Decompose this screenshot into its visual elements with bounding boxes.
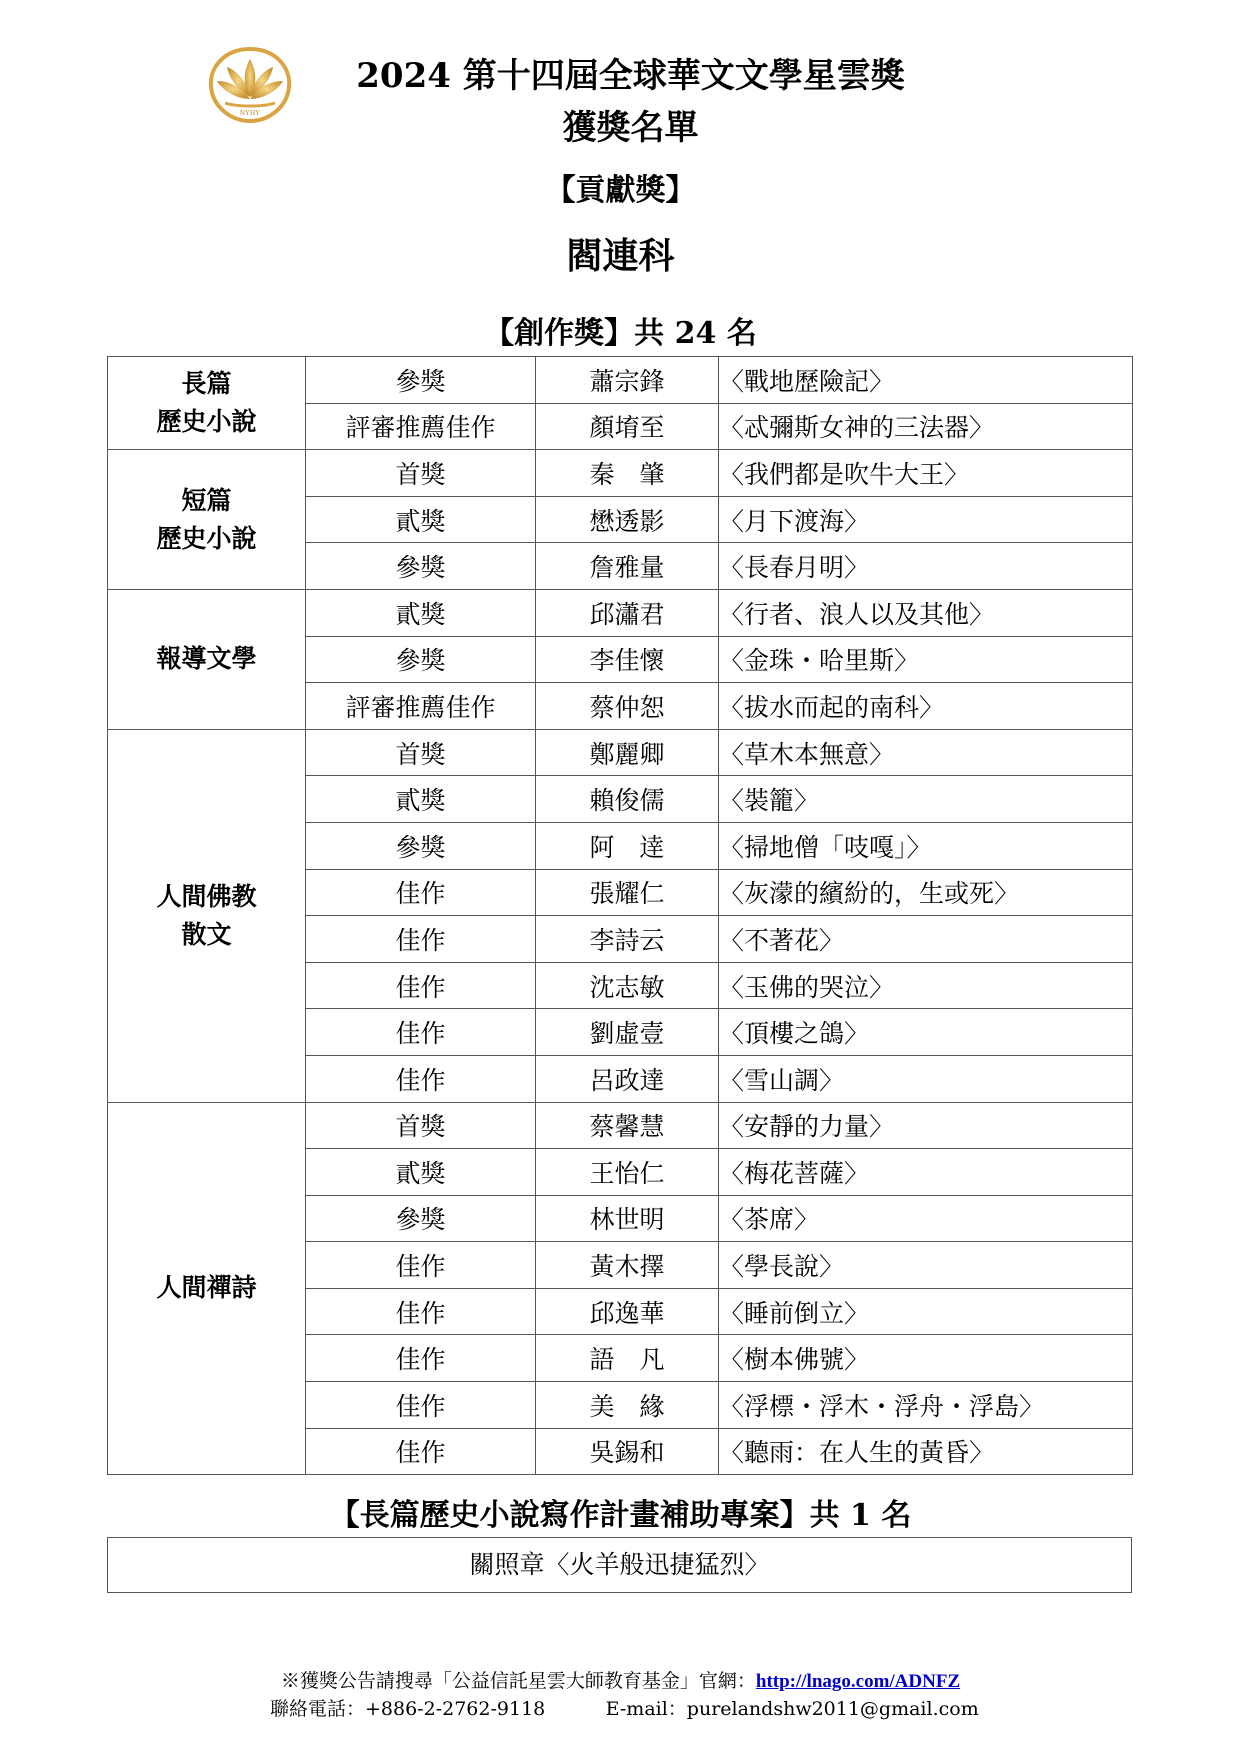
- prize-cell: 佳作: [306, 869, 536, 916]
- work-cell: 〈睡前倒立〉: [719, 1288, 1133, 1335]
- name-cell: 黃木擇: [536, 1242, 719, 1289]
- prize-cell: 貳獎: [306, 589, 536, 636]
- name-cell: 林世明: [536, 1195, 719, 1242]
- work-cell: 〈行者、浪人以及其他〉: [719, 589, 1133, 636]
- prize-cell: 佳作: [306, 1055, 536, 1102]
- work-cell: 〈樹本佛號〉: [719, 1335, 1133, 1382]
- prize-cell: 參獎: [306, 357, 536, 404]
- name-cell: 李詩云: [536, 916, 719, 963]
- work-cell: 〈長春月明〉: [719, 543, 1133, 590]
- name-cell: 蔡仲恕: [536, 683, 719, 730]
- category-cell: 人間佛教 散文: [108, 729, 306, 1102]
- table-row: [108, 729, 1133, 776]
- grant-entry: 關照章〈火羊般迅捷猛烈〉: [107, 1537, 1132, 1593]
- category-cell: 短篇 歷史小說: [108, 450, 306, 590]
- table-row: [108, 450, 1133, 497]
- work-cell: 〈茶席〉: [719, 1195, 1133, 1242]
- name-cell: 劉虛壹: [536, 1009, 719, 1056]
- work-cell: 〈草木本無意〉: [719, 729, 1133, 776]
- name-cell: 吳錫和: [536, 1428, 719, 1475]
- footer-phone: 聯絡電話：+886-2-2762-9118: [270, 1698, 546, 1720]
- name-cell: 懋透影: [536, 496, 719, 543]
- creation-award-table: [107, 356, 1133, 1475]
- creation-award-heading: 【創作獎】共 24 名: [484, 316, 757, 351]
- name-cell: 沈志敏: [536, 962, 719, 1009]
- prize-cell: 貳獎: [306, 776, 536, 823]
- work-cell: 〈梅花菩薩〉: [719, 1149, 1133, 1196]
- footer-notice-text: ※獲獎公告請搜尋「公益信託星雲大師教育基金」官網：: [280, 1670, 756, 1692]
- name-cell: 呂政達: [536, 1055, 719, 1102]
- category-cell: 長篇 歷史小說: [108, 357, 306, 450]
- prize-cell: 佳作: [306, 916, 536, 963]
- prize-cell: 首獎: [306, 729, 536, 776]
- name-cell: 顏堉至: [536, 403, 719, 450]
- category-cell: 人間禪詩: [108, 1102, 306, 1475]
- contribution-award-heading: 【貢獻獎】: [545, 173, 696, 208]
- prize-cell: 參獎: [306, 636, 536, 683]
- work-cell: 〈頂樓之鴿〉: [719, 1009, 1133, 1056]
- prize-cell: 參獎: [306, 1195, 536, 1242]
- prize-cell: 佳作: [306, 1009, 536, 1056]
- table-row: [108, 357, 1133, 404]
- table-row: [108, 589, 1133, 636]
- prize-cell: 佳作: [306, 1335, 536, 1382]
- work-cell: 〈我們都是吹牛大王〉: [719, 450, 1133, 497]
- name-cell: 美 緣: [536, 1382, 719, 1429]
- name-cell: 邱瀟君: [536, 589, 719, 636]
- page-title: 2024 第十四屆全球華文文學星雲獎: [356, 56, 905, 96]
- name-cell: 秦 肇: [536, 450, 719, 497]
- name-cell: 阿 逹: [536, 822, 719, 869]
- work-cell: 〈裝籠〉: [719, 776, 1133, 823]
- prize-cell: 佳作: [306, 1382, 536, 1429]
- prize-cell: 評審推薦佳作: [306, 403, 536, 450]
- prize-cell: 參獎: [306, 543, 536, 590]
- prize-cell: 佳作: [306, 1242, 536, 1289]
- work-cell: 〈學長說〉: [719, 1242, 1133, 1289]
- footer-email: E-mail：purelandshw2011@gmail.com: [605, 1698, 979, 1720]
- name-cell: 賴俊儒: [536, 776, 719, 823]
- prize-cell: 參獎: [306, 822, 536, 869]
- name-cell: 張耀仁: [536, 869, 719, 916]
- name-cell: 語 凡: [536, 1335, 719, 1382]
- work-cell: 〈戰地歷險記〉: [719, 357, 1133, 404]
- work-cell: 〈雪山調〉: [719, 1055, 1133, 1102]
- name-cell: 詹雅量: [536, 543, 719, 590]
- name-cell: 鄭麗卿: [536, 729, 719, 776]
- website-link[interactable]: http://lnago.com/ADNFZ: [755, 1671, 961, 1692]
- name-cell: 蔡馨慧: [536, 1102, 719, 1149]
- prize-cell: 佳作: [306, 1428, 536, 1475]
- category-cell: 報導文學: [108, 589, 306, 729]
- work-cell: 〈月下渡海〉: [719, 496, 1133, 543]
- name-cell: 邱逸華: [536, 1288, 719, 1335]
- svg-text:NYHY: NYHY: [239, 109, 261, 117]
- prize-cell: 首獎: [306, 450, 536, 497]
- table-row: [108, 1102, 1133, 1149]
- page-subtitle: 獲獎名單: [562, 108, 699, 148]
- work-cell: 〈不著花〉: [719, 916, 1133, 963]
- prize-cell: 貳獎: [306, 1149, 536, 1196]
- footer-contact: [270, 1694, 979, 1721]
- work-cell: 〈灰濛的繽紛的，生或死〉: [719, 869, 1133, 916]
- work-cell: 〈安靜的力量〉: [719, 1102, 1133, 1149]
- footer-notice: [0, 1666, 1241, 1693]
- prize-cell: 首獎: [306, 1102, 536, 1149]
- work-cell: 〈玉佛的哭泣〉: [719, 962, 1133, 1009]
- work-cell: 〈浮標・浮木・浮舟・浮島〉: [719, 1382, 1133, 1429]
- work-cell: 〈掃地僧「吱嘎」〉: [719, 822, 1133, 869]
- prize-cell: 貳獎: [306, 496, 536, 543]
- work-cell: 〈忒彌斯女神的三法器〉: [719, 403, 1133, 450]
- work-cell: 〈聽雨：在人生的黃昏〉: [719, 1428, 1133, 1475]
- grant-heading: 【長篇歷史小說寫作計畫補助專案】共 1 名: [329, 1498, 912, 1533]
- prize-cell: 佳作: [306, 962, 536, 1009]
- prize-cell: 評審推薦佳作: [306, 683, 536, 730]
- name-cell: 李佳懷: [536, 636, 719, 683]
- work-cell: 〈金珠・哈里斯〉: [719, 636, 1133, 683]
- prize-cell: 佳作: [306, 1288, 536, 1335]
- work-cell: 〈拔水而起的南科〉: [719, 683, 1133, 730]
- name-cell: 王怡仁: [536, 1149, 719, 1196]
- contribution-award-winner: 閻連科: [566, 235, 675, 277]
- name-cell: 蕭宗鋒: [536, 357, 719, 404]
